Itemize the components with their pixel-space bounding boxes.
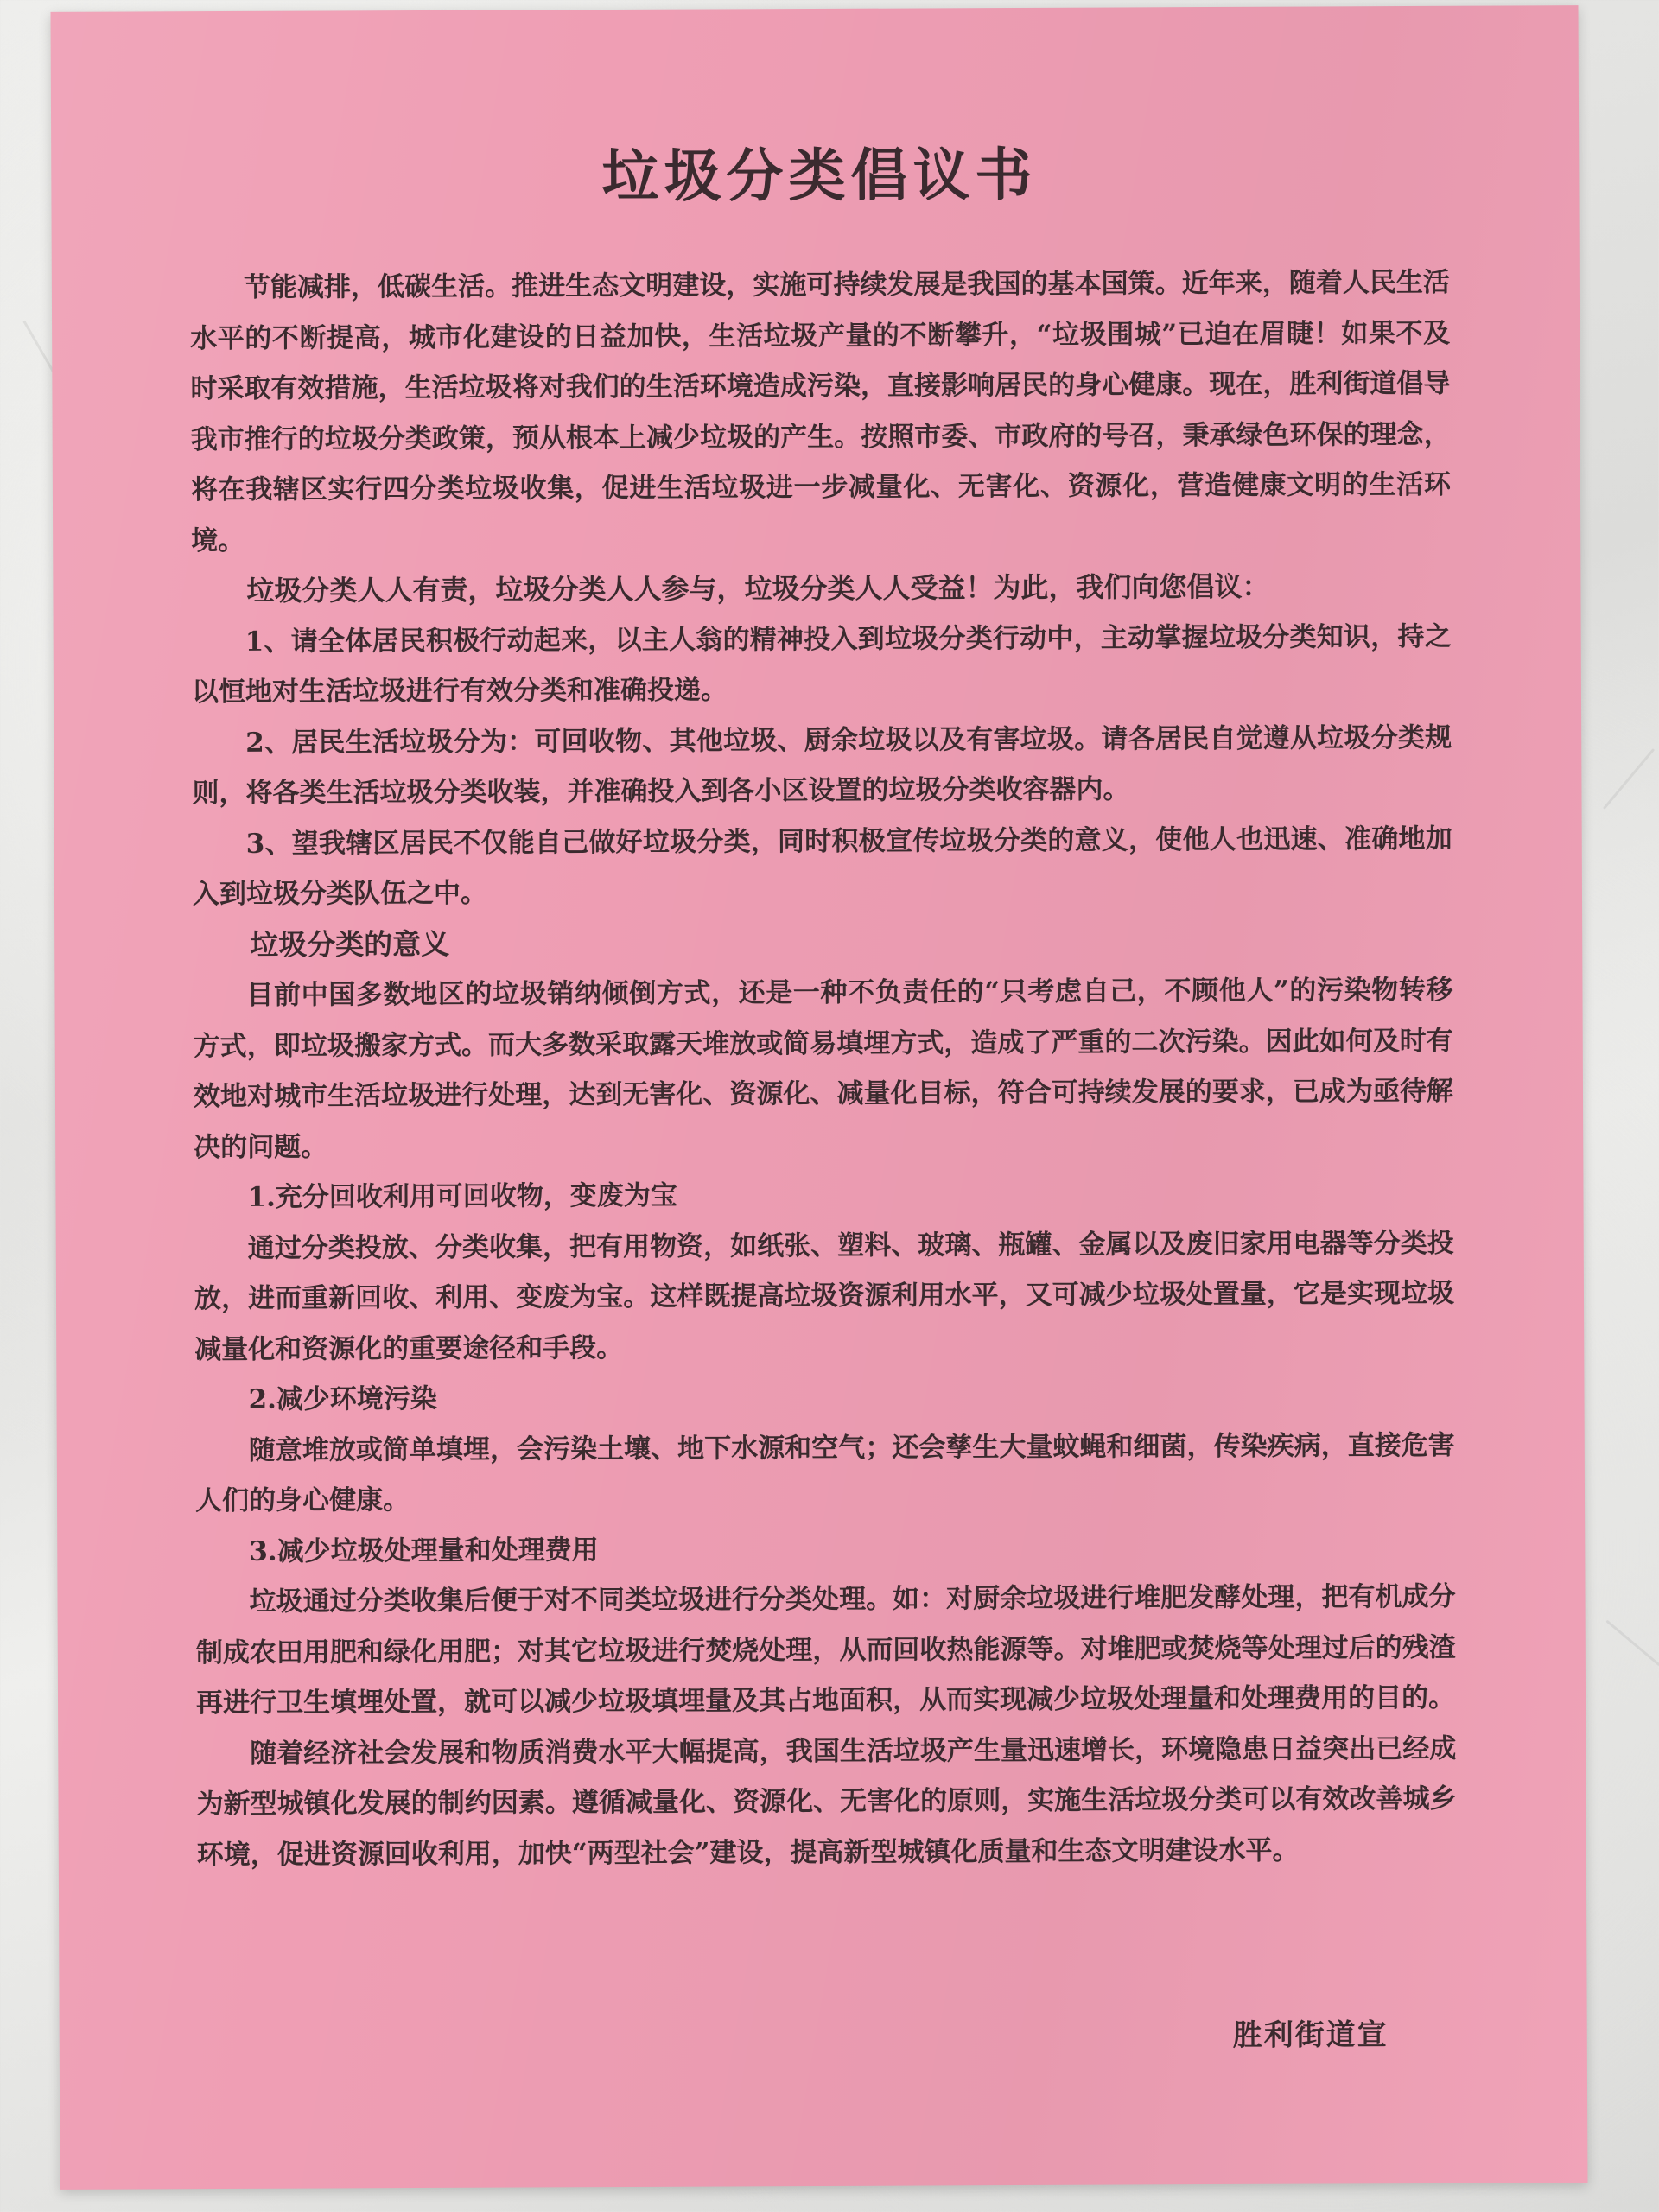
- intro-paragraph: 节能减排，低碳生活。推进生态文明建设，实施可持续发展是我国的基本国策。近年来，随着人民生活水平的不断提高，城市化建设的日益加快，生活垃圾产量的不断攀升，“垃圾围城”已迫在眉睫！如果不及时采取有效措施，生活垃圾将对我们的生活环境造成污染，直接影响居民的身心健康。现在，胜利街道倡导我市推行的垃圾分类政策，预从根本上减少垃圾的产生。按照市委、市政府的号召，秉承绿色环保的理念，将在我辖区实行四分类垃圾收集，促进生活垃圾进一步减量化、无害化、资源化，营造健康文明的生活环境。: [190, 266, 1451, 556]
- proposal-item: 3、望我辖区居民不仅能自己做好垃圾分类，同时积极宣传垃圾分类的意义，使他人也迅速、准确地加入到垃圾分类队伍之中。: [192, 823, 1452, 911]
- section-heading: 3.减少垃圾处理量和处理费用: [249, 1534, 599, 1567]
- section-heading: 2.减少环境污染: [248, 1382, 437, 1415]
- proposal-item: 2、居民生活垃圾分为：可回收物、其他垃圾、厨余垃圾以及有害垃圾。请各居民自觉遵从垃圾分类规则，将各类生活垃圾分类收装，并准确投入到各小区设置的垃圾分类收容器内。: [192, 721, 1452, 810]
- signature: 胜利街道宣: [1232, 2018, 1389, 2053]
- significance-intro: 目前中国多数地区的垃圾销纳倾倒方式，还是一种不负责任的“只考虑自己，不顾他人”的污染物转移方式，即垃圾搬家方式。而大多数采取露天堆放或简易填埋方式，造成了严重的二次污染。因此如何及时有效地对城市生活垃圾进行处理，达到无害化、资源化、减量化目标，符合可持续发展的要求，已成为亟待解决的问题。: [193, 974, 1454, 1163]
- proposal-item: 1、请全体居民积极行动起来，以主人翁的精神投入到垃圾分类行动中，主动掌握垃圾分类知识，持之以恒地对生活垃圾进行有效分类和准确投递。: [191, 620, 1452, 709]
- section-body: 垃圾通过分类收集后便于对不同类垃圾进行分类处理。如：对厨余垃圾进行堆肥发酵处理，把有机成分制成农田用肥和绿化用肥；对其它垃圾进行焚烧处理，从而回收热能源等。对堆肥或焚烧等处理过后的残渣再进行卫生填埋处置，就可以减少垃圾填埋量及其占地面积，从而实现减少垃圾处理量和处理费用的目的。: [195, 1580, 1456, 1719]
- flyer-paper: [51, 5, 1588, 2190]
- significance-heading: 垃圾分类的意义: [250, 926, 450, 962]
- document-title: 垃圾分类倡议书: [601, 140, 1038, 211]
- conclusion-paragraph: 随着经济社会发展和物质消费水平大幅提高，我国生活垃圾产生量迅速增长，环境隐患日益突出已经成为新型城镇化发展的制约因素。遵循减量化、资源化、无害化的原则，实施生活垃圾分类可以有效改善城乡环境，促进资源回收利用，加快“两型社会”建设，提高新型城镇化质量和生态文明建设水平。: [196, 1732, 1457, 1871]
- section-body: 随意堆放或简单填埋，会污染土壤、地下水源和空气；还会孳生大量蚊蝇和细菌，传染疾病，直接危害人们的身心健康。: [194, 1429, 1455, 1517]
- call-paragraph: 垃圾分类人人有责，垃圾分类人人参与，垃圾分类人人受益！为此，我们向您倡议：: [246, 569, 1270, 607]
- section-body: 通过分类投放、分类收集，把有用物资，如纸张、塑料、玻璃、瓶罐、金属以及废旧家用电器等分类投放，进而重新回收、利用、变废为宝。这样既提高垃圾资源利用水平，又可减少垃圾处置量，它是实现垃圾减量化和资源化的重要途径和手段。: [194, 1227, 1455, 1365]
- section-heading: 1.充分回收利用可回收物，变废为宝: [247, 1179, 677, 1213]
